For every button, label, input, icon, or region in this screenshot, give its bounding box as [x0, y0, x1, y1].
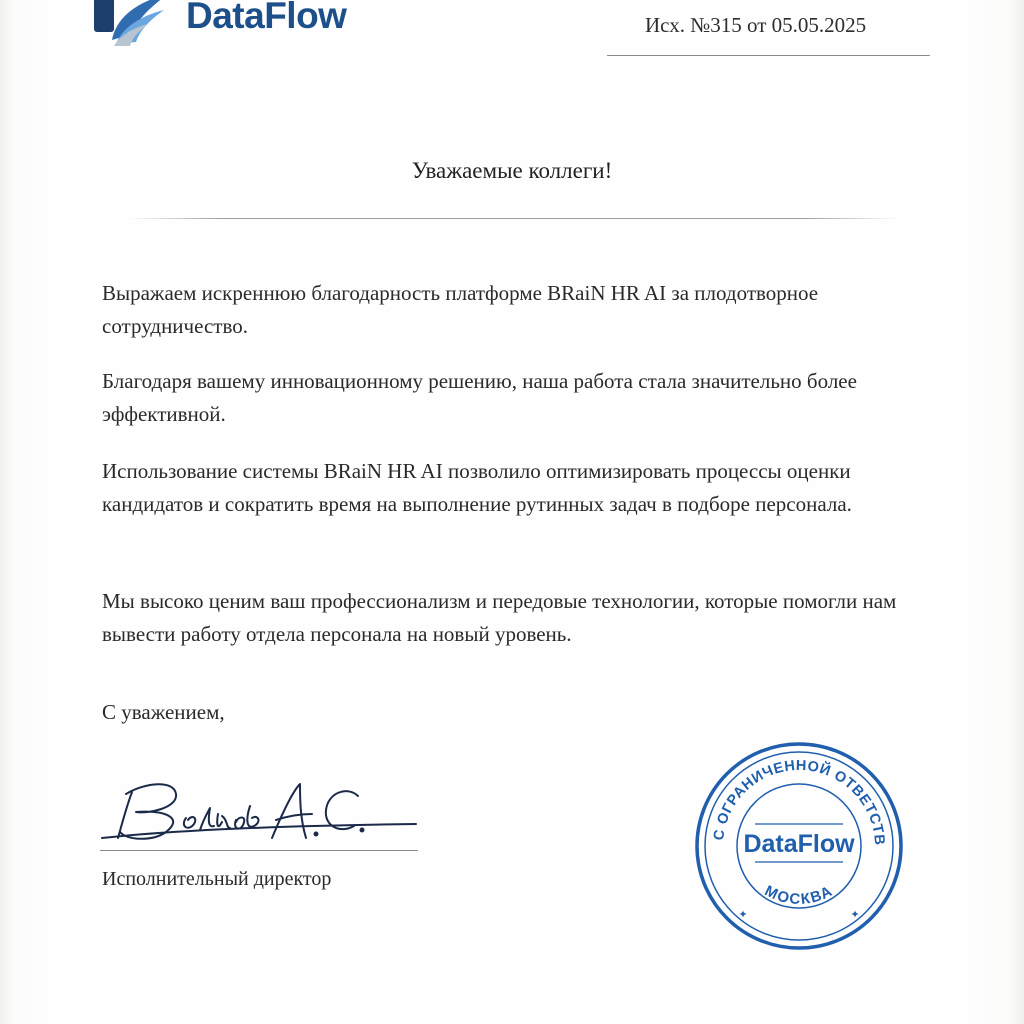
letter-paragraph: Мы высоко ценим ваш профессионализм и передовые технологии, которые помогли нам вывести работу отдела персонала на новый уровень.	[102, 589, 897, 646]
company-name: DataFlow	[186, 0, 347, 36]
reference-underline	[607, 55, 930, 56]
letter-paragraph: Благодаря вашему инновационному решению, наша работа стала значительно более эффективной.	[102, 369, 857, 426]
outgoing-reference: Исх. №315 от 05.05.2025	[645, 13, 867, 37]
dataflow-logo-icon	[92, 0, 178, 48]
company-seal	[693, 740, 905, 957]
greeting-divider	[128, 218, 898, 219]
handwritten-signature	[96, 768, 426, 857]
signatory-position: Исполнительный директор	[102, 868, 332, 890]
seal-ring-text: С ОГРАНИЧЕННОЙ ОТВЕТСТВ	[711, 757, 888, 847]
company-logo	[92, 0, 346, 48]
letter-greeting: Уважаемые коллеги!	[411, 158, 613, 183]
letter-closing: С уважением,	[102, 700, 225, 724]
seal-city: МОСКВА	[761, 882, 837, 909]
svg-text:✦: ✦	[738, 909, 748, 921]
seal-company-name: DataFlow	[743, 830, 855, 858]
signature-line	[100, 850, 418, 851]
letter-paragraph: Использование системы BRaiN HR AI позволило оптимизировать процессы оценки кандидатов и сократить время на выполнение рутинных задач в подборе персонала.	[102, 459, 852, 516]
svg-text:МОСКВА	[762, 882, 836, 908]
svg-text:✦: ✦	[850, 909, 860, 921]
letter-paragraph: Выражаем искреннюю благодарность платформе BRaiN HR AI за плодотворное сотрудничество.	[102, 281, 819, 338]
